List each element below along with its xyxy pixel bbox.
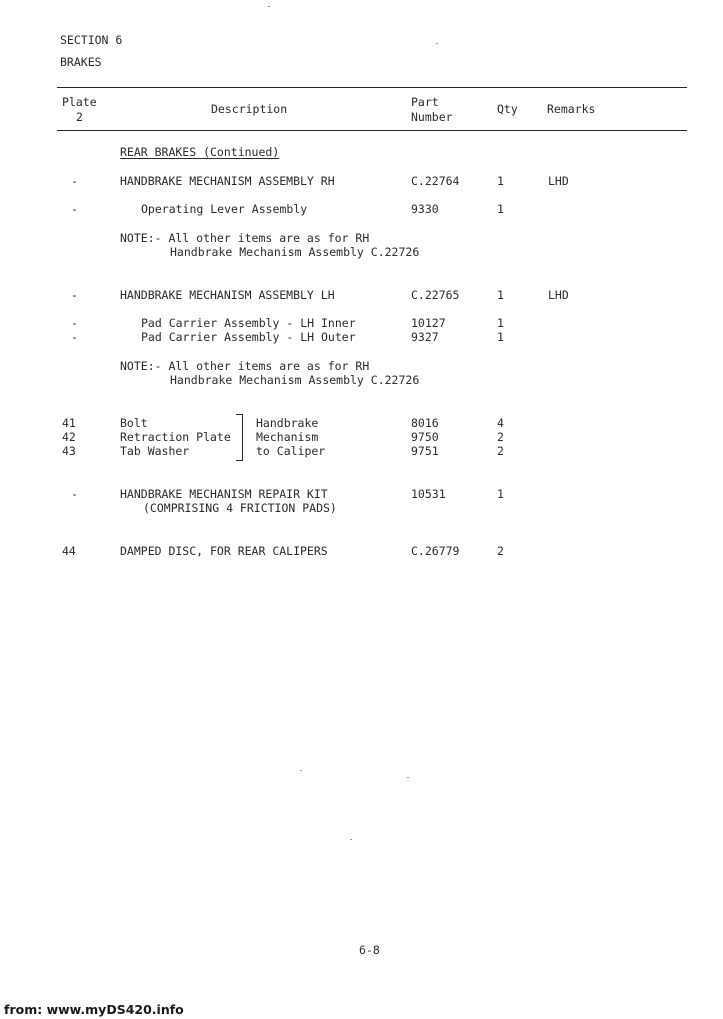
note-line-2: Handbrake Mechanism Assembly C.22726 <box>170 373 420 387</box>
section-label: SECTION 6 <box>60 33 123 47</box>
row-qty: 1 <box>497 202 504 216</box>
row-description: Tab Washer <box>120 444 190 458</box>
row-part-number: 10127 <box>411 316 446 330</box>
row-part-number: 9751 <box>411 444 439 458</box>
row-plate: - <box>71 330 78 344</box>
row-part-number: C.26779 <box>411 544 460 558</box>
row-qty: 1 <box>497 288 504 302</box>
col-qty: Qty <box>497 102 518 116</box>
row-qty: 1 <box>497 316 504 330</box>
row-plate: - <box>71 202 78 216</box>
col-plate-number: 2 <box>76 110 83 124</box>
header-top-rule <box>57 87 687 88</box>
row-description: Bolt <box>120 416 148 430</box>
row-part-number: 8016 <box>411 416 439 430</box>
col-plate: Plate <box>62 95 97 109</box>
row-description: HANDBRAKE MECHANISM REPAIR KIT <box>120 487 328 501</box>
row-qty: 1 <box>497 174 504 188</box>
row-qty: 2 <box>497 430 504 444</box>
scan-speck <box>436 43 438 44</box>
row-plate: - <box>71 174 78 188</box>
col-description: Description <box>211 102 288 116</box>
row-part-number: C.22764 <box>411 174 460 188</box>
row-description: Pad Carrier Assembly - LH Outer <box>141 330 356 344</box>
bracket-note-line: to Caliper <box>256 444 326 458</box>
row-qty: 2 <box>497 444 504 458</box>
scan-speck <box>350 839 352 840</box>
row-qty: 1 <box>497 487 504 501</box>
col-remarks: Remarks <box>547 102 596 116</box>
note-line-1: NOTE:- All other items are as for RH <box>120 359 370 373</box>
section-title: BRAKES <box>60 55 102 69</box>
group-bracket <box>236 414 243 461</box>
bracket-note-line: Mechanism <box>256 430 319 444</box>
row-plate: 41 <box>62 416 76 430</box>
row-qty: 1 <box>497 330 504 344</box>
row-plate: - <box>71 487 78 501</box>
col-part: Part <box>411 95 439 109</box>
row-description: DAMPED DISC, FOR REAR CALIPERS <box>120 544 328 558</box>
col-number: Number <box>411 110 453 124</box>
bracket-note-line: Handbrake <box>256 416 319 430</box>
note-line-2: Handbrake Mechanism Assembly C.22726 <box>170 245 420 259</box>
page-number: 6-8 <box>359 943 380 957</box>
row-part-number: 9750 <box>411 430 439 444</box>
group-title: REAR BRAKES (Continued) <box>120 145 280 159</box>
row-description-cont: (COMPRISING 4 FRICTION PADS) <box>143 501 337 515</box>
header-bottom-rule <box>57 130 687 131</box>
row-description: Operating Lever Assembly <box>141 202 308 216</box>
scan-speck <box>407 777 409 778</box>
row-remarks: LHD <box>548 174 569 188</box>
scan-speck <box>268 6 270 7</box>
row-plate: - <box>71 316 78 330</box>
note-line-1: NOTE:- All other items are as for RH <box>120 231 370 245</box>
row-description: Pad Carrier Assembly - LH Inner <box>141 316 356 330</box>
row-plate: 42 <box>62 430 76 444</box>
row-description: HANDBRAKE MECHANISM ASSEMBLY LH <box>120 288 335 302</box>
row-plate: 43 <box>62 444 76 458</box>
row-remarks: LHD <box>548 288 569 302</box>
row-part-number: 9327 <box>411 330 439 344</box>
row-plate: 44 <box>62 544 76 558</box>
row-part-number: C.22765 <box>411 288 460 302</box>
row-plate: - <box>71 288 78 302</box>
source-footer: from: www.myDS420.info <box>4 1002 184 1017</box>
row-qty: 4 <box>497 416 504 430</box>
scan-speck <box>300 770 302 771</box>
row-part-number: 10531 <box>411 487 446 501</box>
row-description: HANDBRAKE MECHANISM ASSEMBLY RH <box>120 174 335 188</box>
row-description: Retraction Plate <box>120 430 231 444</box>
row-part-number: 9330 <box>411 202 439 216</box>
row-qty: 2 <box>497 544 504 558</box>
